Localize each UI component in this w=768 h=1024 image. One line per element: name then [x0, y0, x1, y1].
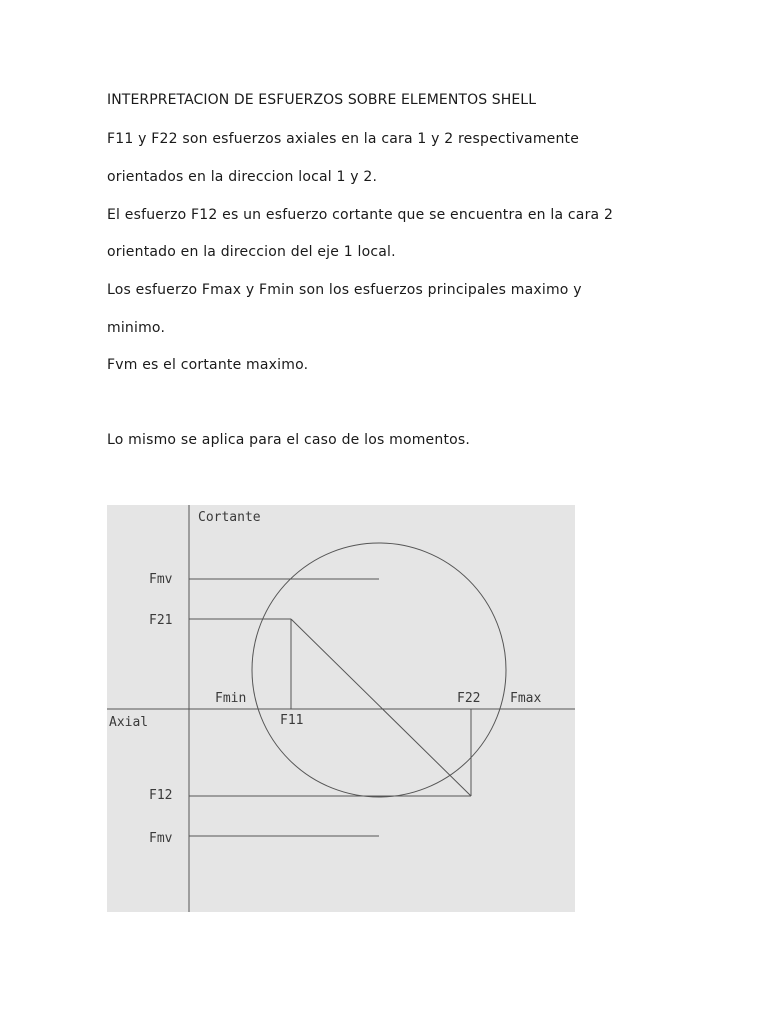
horizontal-axis-label: Axial: [109, 715, 149, 730]
mohr-circle-diagram: [107, 505, 575, 912]
diameter-line: [291, 619, 471, 796]
fmv-bottom-label: Fmv: [149, 831, 173, 846]
f22-label: F22: [457, 691, 481, 706]
fmax-label: Fmax: [510, 691, 542, 706]
paragraph-line-6: minimo.: [107, 320, 166, 336]
paragraph-line-7: Fvm es el cortante maximo.: [107, 357, 309, 373]
paragraph-line-1: F11 y F22 son esfuerzos axiales en la cara 1 y 2 respectivamente: [107, 131, 580, 147]
fmv-top-label: Fmv: [149, 572, 173, 587]
mohr-circle: [252, 543, 506, 797]
f21-label: F21: [149, 613, 173, 628]
fmin-label: Fmin: [215, 691, 247, 706]
f11-label: F11: [280, 713, 304, 728]
paragraph-line-4: orientado en la direccion del eje 1 local.: [107, 244, 396, 260]
paragraph-line-2: orientados en la direccion local 1 y 2.: [107, 169, 378, 185]
vertical-axis-label: Cortante: [198, 510, 261, 525]
paragraph-line-3: El esfuerzo F12 es un esfuerzo cortante que se encuentra en la cara 2: [107, 207, 614, 223]
paragraph-line-8: Lo mismo se aplica para el caso de los momentos.: [107, 432, 471, 448]
f12-label: F12: [149, 788, 173, 803]
document-title: INTERPRETACION DE ESFUERZOS SOBRE ELEMENTOS SHELL: [107, 92, 537, 108]
mohr-circle-figure: [107, 505, 575, 912]
paragraph-line-5: Los esfuerzo Fmax y Fmin son los esfuerzos principales maximo y: [107, 282, 582, 298]
